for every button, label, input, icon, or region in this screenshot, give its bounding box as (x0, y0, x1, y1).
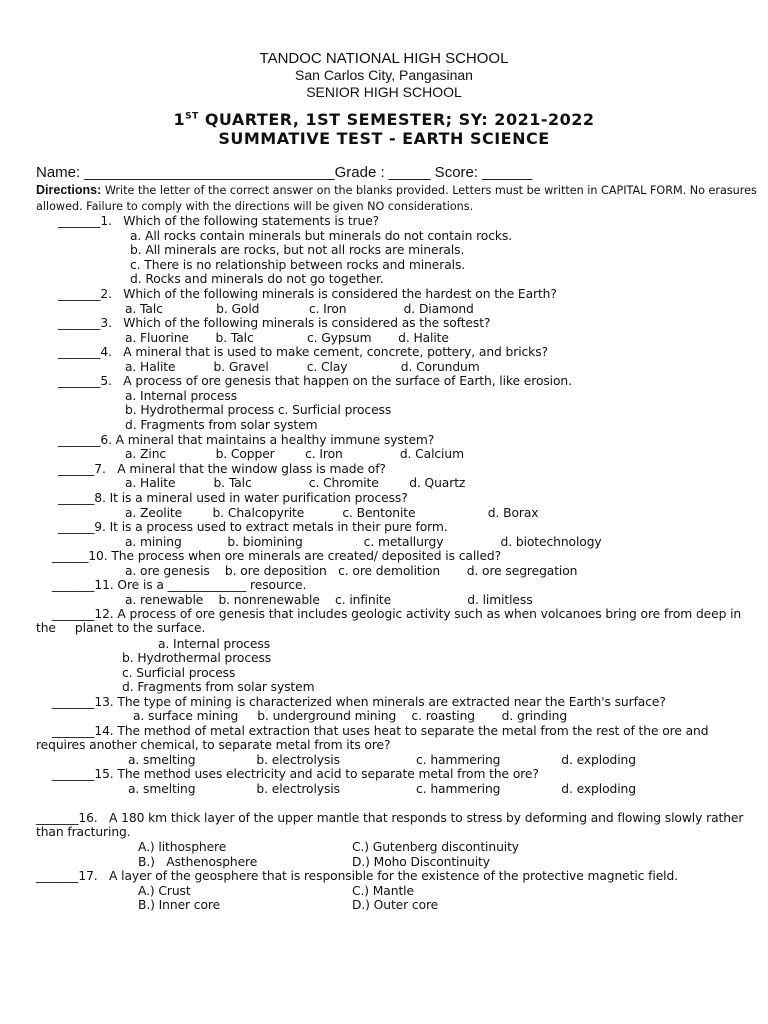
question-4: _______4. A mineral that is used to make cement, concrete, pottery, and bricks? (58, 345, 548, 359)
question-1: _______1. Which of the following statements is true? (58, 214, 380, 228)
student-info-line: Name: ______________________________Grade : _____ Score: ______ (36, 164, 533, 181)
question-6: _______6. A mineral that maintains a healthy immune system? (58, 433, 435, 447)
choices-9: a. mining b. biomining c. metallurgy d. biotechnology (125, 535, 602, 549)
choice-5a: a. Internal process (125, 389, 238, 403)
choice-17b: B.) Inner core (138, 898, 221, 912)
quarter-number: 1 (173, 110, 186, 129)
school-name: TANDOC NATIONAL HIGH SCHOOL (259, 50, 509, 67)
choice-12b: b. Hydrothermal process (122, 651, 272, 665)
choices-15: a. smelting b. electrolysis c. hammering d. exploding (128, 782, 636, 796)
choices-2: a. Talc b. Gold c. Iron d. Diamond (125, 302, 474, 316)
choice-16d: D.) Moho Discontinuity (352, 855, 490, 869)
question-10: ______10. The process when ore minerals are created/ deposited is called? (52, 549, 502, 563)
choice-1a: a. All rocks contain minerals but minerals do not contain rocks. (130, 229, 512, 243)
question-16: _______16. A 180 km thick layer of the upper mantle that responds to stress by deforming and flowing slowly rather than fracturing. (36, 811, 748, 839)
question-15: _______15. The method uses electricity and acid to separate metal from the ore? (52, 767, 539, 781)
choice-17a: A.) Crust (138, 884, 191, 898)
school-level: SENIOR HIGH SCHOOL (306, 84, 462, 100)
choices-3: a. Fluorine b. Talc c. Gypsum d. Halite (125, 331, 449, 345)
choice-12a: a. Internal process (158, 637, 271, 651)
choices-6: a. Zinc b. Copper c. Iron d. Calcium (125, 447, 464, 461)
test-title: SUMMATIVE TEST - EARTH SCIENCE (218, 129, 550, 148)
quarter-suffix: ST (185, 111, 199, 122)
choices-13: a. surface mining b. underground mining c. roasting d. grinding (133, 709, 568, 723)
choices-11: a. renewable b. nonrenewable c. infinite d. limitless (125, 593, 533, 607)
question-5: _______5. A process of ore genesis that happen on the surface of Earth, like erosion. (58, 374, 572, 388)
choice-17d: D.) Outer core (352, 898, 439, 912)
choices-10: a. ore genesis b. ore deposition c. ore demolition d. ore segregation (125, 564, 578, 578)
question-3: _______3. Which of the following minerals is considered as the softest? (58, 316, 491, 330)
directions (36, 182, 758, 215)
choice-12c: c. Surficial process (122, 666, 236, 680)
question-13: _______13. The type of mining is characterized when minerals are extracted near the Earth's surface? (52, 695, 666, 709)
directions-label: Directions: (36, 183, 102, 197)
choice-1d: d. Rocks and minerals do not go together. (130, 272, 384, 286)
choices-8: a. Zeolite b. Chalcopyrite c. Bentonite d. Borax (125, 506, 539, 520)
question-12: _______12. A process of ore genesis that includes geologic activity such as when volcanoes bring ore from deep in the planet to the surface. (36, 607, 745, 635)
quarter-heading (0, 110, 768, 129)
question-17: _______17. A layer of the geosphere that is responsible for the existence of the protective magnetic field. (36, 869, 678, 883)
choice-16a: A.) lithosphere (138, 840, 227, 854)
choice-5d: d. Fragments from solar system (125, 418, 318, 432)
choices-7: a. Halite b. Talc c. Chromite d. Quartz (125, 476, 466, 490)
question-9: ______9. It is a process used to extract metals in their pure form. (58, 520, 448, 534)
question-7: ______7. A mineral that the window glass is made of? (58, 462, 386, 476)
choice-17c: C.) Mantle (352, 884, 414, 898)
quarter-rest: QUARTER, 1ST SEMESTER; SY: 2021-2022 (198, 110, 595, 129)
choice-16c: C.) Gutenberg discontinuity (352, 840, 519, 854)
directions-text: Write the letter of the correct answer on the blanks provided. Letters must be written in CAPITAL FORM. No erasures allowed. Failure to comply with the directions will be given NO considerations. (36, 184, 757, 213)
choice-12d: d. Fragments from solar system (122, 680, 315, 694)
question-2: _______2. Which of the following minerals is considered the hardest on the Earth? (58, 287, 557, 301)
choice-1b: b. All minerals are rocks, but not all rocks are minerals. (130, 243, 465, 257)
choices-4: a. Halite b. Gravel c. Clay d. Corundum (125, 360, 480, 374)
question-14: _______14. The method of metal extraction that uses heat to separate the metal from the rest of the ore and requires another chemical, to separate metal from its ore? (36, 724, 713, 752)
school-city: San Carlos City, Pangasinan (295, 67, 473, 83)
choice-5b: b. Hydrothermal process c. Surficial process (125, 403, 392, 417)
question-8: ______8. It is a mineral used in water purification process? (58, 491, 408, 505)
choices-14: a. smelting b. electrolysis c. hammering d. exploding (128, 753, 636, 767)
choice-1c: c. There is no relationship between rocks and minerals. (130, 258, 466, 272)
question-11: _______11. Ore is a _____________ resource. (52, 578, 307, 592)
choice-16b: B.) Asthenosphere (138, 855, 258, 869)
